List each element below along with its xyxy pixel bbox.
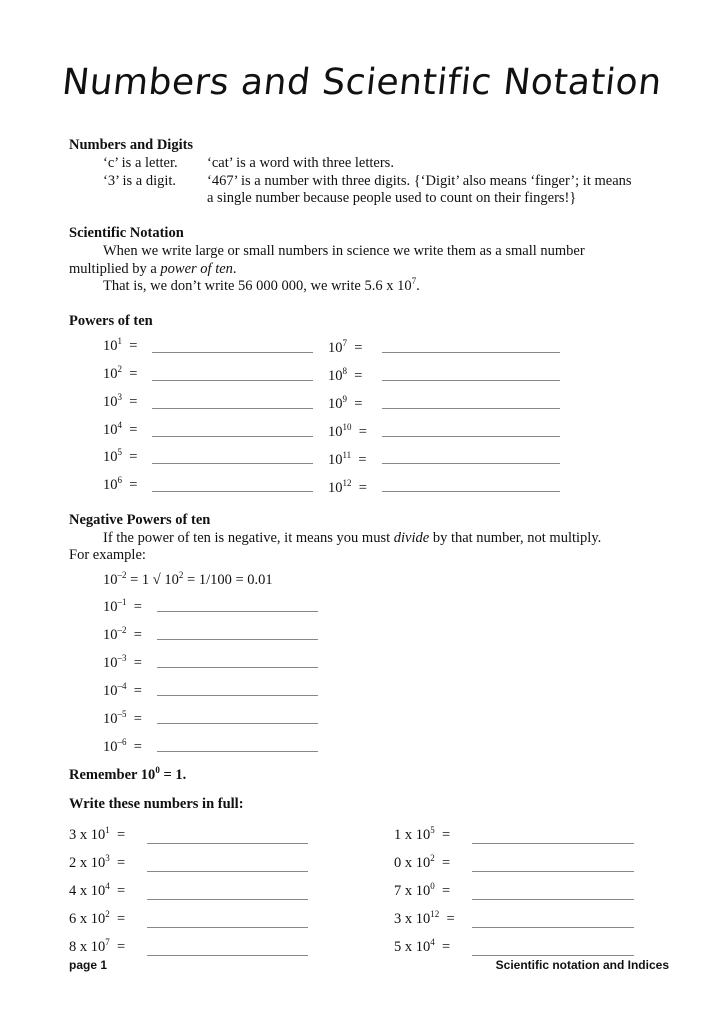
write-full-heading: Write these numbers in full:	[69, 796, 244, 812]
answer-line[interactable]	[472, 955, 634, 956]
answer-line[interactable]	[382, 380, 560, 381]
neg-power-label: $10^{-5}$ =	[103, 709, 142, 727]
word-example: ‘cat’ is a word with three letters.	[207, 155, 394, 171]
power-label: $10^3$ =	[103, 392, 138, 410]
negative-text-1: If the power of ten is negative, it means you must divide by that number, not multiply.	[103, 530, 602, 546]
write-full-label: 8 x $10^7$ =	[69, 937, 126, 955]
letter-example: ‘c’ is a letter.	[103, 155, 178, 171]
answer-line[interactable]	[472, 843, 634, 844]
neg-power-label: $10^{-3}$ =	[103, 653, 142, 671]
sci-notation-text-1: When we write large or small numbers in science we write them as a small number	[103, 243, 585, 259]
power-label: $10^6$ =	[103, 475, 138, 493]
digit-example: ‘3’ is a digit.	[103, 173, 177, 189]
answer-line[interactable]	[157, 751, 318, 752]
numbers-digits-heading: Numbers and Digits	[69, 137, 194, 153]
answer-line[interactable]	[152, 408, 313, 409]
answer-line[interactable]	[382, 352, 560, 353]
number-example-cont: a single number because people used to count on their fingers!}	[207, 190, 577, 206]
number-example: ‘467’ is a number with three digits. {‘Digit’ also means ‘finger’; it means	[207, 173, 632, 189]
power-label: $10^{11}$ =	[328, 450, 367, 468]
sci-notation-heading: Scientific Notation	[69, 225, 184, 241]
power-label: $10^{10}$ =	[328, 422, 367, 440]
answer-line[interactable]	[147, 871, 308, 872]
answer-line[interactable]	[157, 611, 318, 612]
answer-line[interactable]	[472, 927, 634, 928]
power-label: $10^1$ =	[103, 336, 138, 354]
power-label: $10^9$ =	[328, 394, 363, 412]
page-title: Numbers and Scientific Notation	[60, 62, 664, 103]
sci-notation-text-3: That is, we don’t write 56 000 000, we write 5.6 x $10^7$.	[103, 276, 420, 294]
neg-power-label: $10^{-6}$ =	[103, 737, 142, 755]
neg-power-label: $10^{-4}$ =	[103, 681, 142, 699]
answer-line[interactable]	[152, 352, 313, 353]
power-label: $10^7$ =	[328, 338, 363, 356]
power-label: $10^5$ =	[103, 447, 138, 465]
answer-line[interactable]	[382, 436, 560, 437]
footer-page-number: page 1	[69, 958, 108, 972]
write-full-label: 2 x $10^3$ =	[69, 853, 126, 871]
answer-line[interactable]	[472, 871, 634, 872]
answer-line[interactable]	[472, 899, 634, 900]
answer-line[interactable]	[382, 408, 560, 409]
negative-text-2: For example:	[69, 547, 146, 563]
power-label: $10^8$ =	[328, 366, 363, 384]
negative-heading: Negative Powers of ten	[69, 512, 211, 528]
sci-notation-text-2: multiplied by a power of ten.	[69, 261, 237, 277]
answer-line[interactable]	[147, 927, 308, 928]
answer-line[interactable]	[152, 491, 313, 492]
answer-line[interactable]	[152, 436, 313, 437]
write-full-label: 1 x $10^5$ =	[394, 825, 451, 843]
write-full-label: 0 x $10^2$ =	[394, 853, 451, 871]
answer-line[interactable]	[152, 463, 313, 464]
answer-line[interactable]	[147, 843, 308, 844]
neg-power-label: $10^{-2}$ =	[103, 625, 142, 643]
answer-line[interactable]	[157, 639, 318, 640]
answer-line[interactable]	[147, 955, 308, 956]
write-full-label: 6 x $10^2$ =	[69, 909, 126, 927]
answer-line[interactable]	[152, 380, 313, 381]
answer-line[interactable]	[147, 899, 308, 900]
power-label: $10^4$ =	[103, 420, 138, 438]
footer-section-title: Scientific notation and Indices	[495, 958, 669, 972]
power-label: $10^2$ =	[103, 364, 138, 382]
answer-line[interactable]	[382, 491, 560, 492]
answer-line[interactable]	[157, 723, 318, 724]
answer-line[interactable]	[382, 463, 560, 464]
negative-example: $10^{-2} = 1$ √ $10^2 = 1/100 = 0.01$	[103, 570, 273, 588]
remember-note: Remember $10^0 = 1$.	[69, 765, 187, 783]
write-full-label: 3 x $10^1$ =	[69, 825, 126, 843]
answer-line[interactable]	[157, 667, 318, 668]
write-full-label: 4 x $10^4$ =	[69, 881, 126, 899]
answer-line[interactable]	[157, 695, 318, 696]
powers-heading: Powers of ten	[69, 313, 153, 329]
write-full-label: 3 x $10^{12}$ =	[394, 909, 455, 927]
write-full-label: 5 x $10^4$ =	[394, 937, 451, 955]
write-full-label: 7 x $10^0$ =	[394, 881, 451, 899]
neg-power-label: $10^{-1}$ =	[103, 597, 142, 615]
power-label: $10^{12}$ =	[328, 478, 367, 496]
